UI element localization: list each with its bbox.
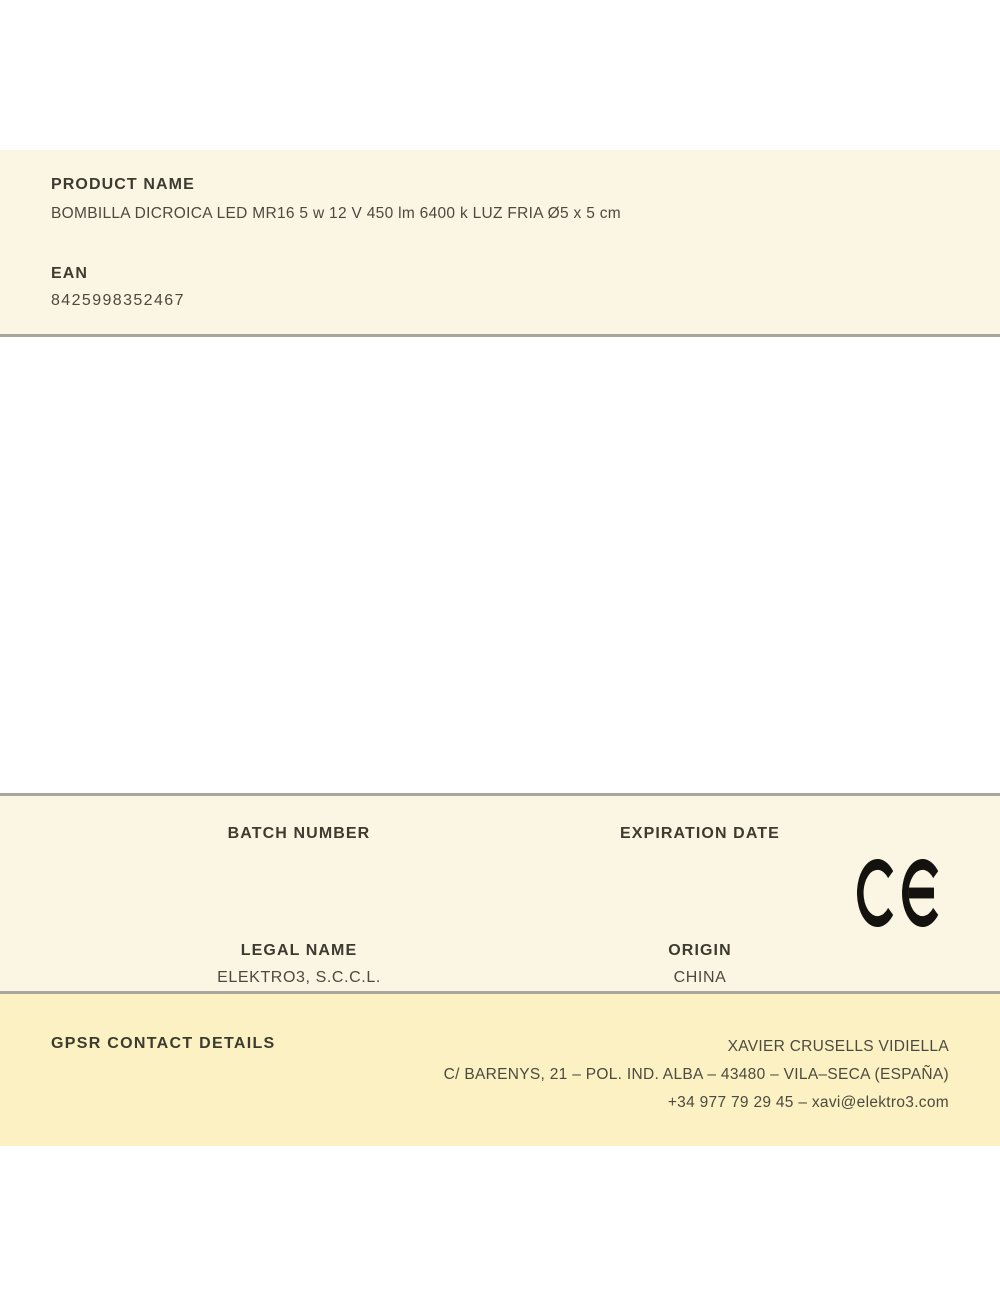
- ean-value: 8425998352467: [51, 292, 185, 309]
- gpsr-contact-details-label: GPSR CONTACT DETAILS: [51, 1035, 276, 1052]
- product-name-label: PRODUCT NAME: [51, 176, 195, 193]
- expiration-date-label: EXPIRATION DATE: [620, 825, 780, 842]
- origin-value: CHINA: [673, 969, 727, 986]
- gpsr-contact-block: [444, 1033, 949, 1117]
- product-name-value: BOMBILLA DICROICA LED MR16 5 w 12 V 450 lm 6400 k LUZ FRIA Ø5 x 5 cm: [51, 205, 621, 222]
- gpsr-contact-section: [0, 994, 1000, 1146]
- gpsr-contact-name: XAVIER CRUSELLS VIDIELLA: [727, 1038, 949, 1055]
- expiration-date-value: [500, 852, 900, 871]
- batch-number-label: BATCH NUMBER: [227, 825, 371, 842]
- batch-number-value: [99, 852, 499, 871]
- column-spacer: [500, 871, 900, 942]
- ean-label: EAN: [51, 265, 89, 282]
- batch-legal-left-column: [99, 825, 499, 987]
- ce-marking-icon: [857, 859, 943, 927]
- legal-name-label: LEGAL NAME: [240, 942, 358, 959]
- product-info-section: [0, 150, 1000, 337]
- column-spacer: [99, 871, 499, 942]
- legal-name-value: ELEKTRO3, S.C.C.L.: [217, 969, 381, 986]
- batch-legal-section: [0, 793, 1000, 994]
- gpsr-contact-phone-email: +34 977 79 29 45 – xavi@elektro3.com: [667, 1094, 949, 1111]
- batch-legal-right-column: [500, 825, 900, 987]
- gpsr-contact-address: C/ BARENYS, 21 – POL. IND. ALBA – 43480 – VILA–SECA (ESPAÑA): [443, 1066, 949, 1083]
- origin-label: ORIGIN: [668, 942, 732, 959]
